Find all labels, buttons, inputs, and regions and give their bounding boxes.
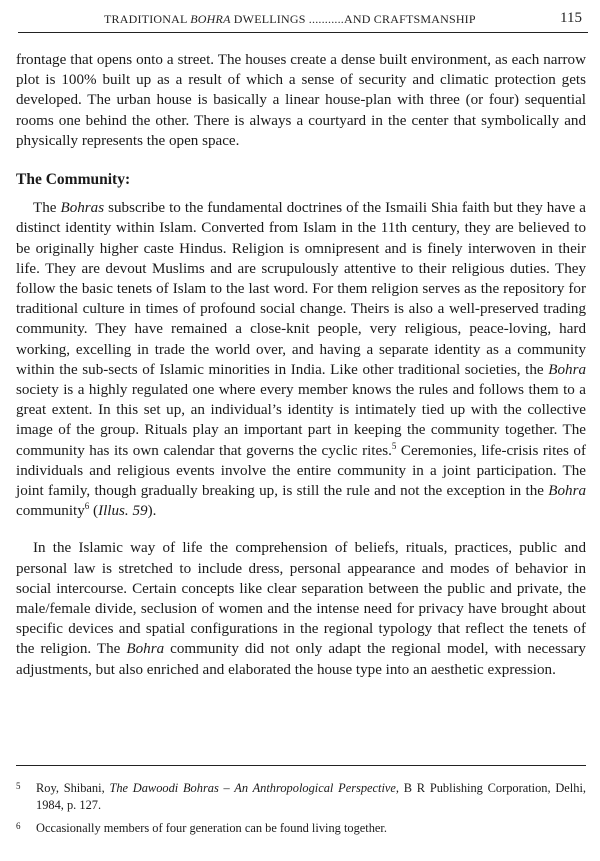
italic-term: Bohra [126,641,165,658]
body-text [16,50,586,680]
running-header [18,8,588,33]
text-run: society is a highly regulated one where every member knows the rules and follows them to a great extent. In this set up, an individual’s identity is intimately tied up with the collective image of the group. Rituals play an important part in keeping the community together. The community has its own calendar that governs the cyclic rites. [16,382,586,459]
footnote-divider [16,765,586,766]
footnote-ref-6[interactable]: 6 [84,501,90,512]
paragraph-islamic-way [16,538,586,679]
running-title [104,12,476,27]
footnote-book-title: The Dawoodi Bohras – An Anthropological Perspective, [109,781,400,795]
section-heading: The Community: [16,171,131,189]
footnote-mark: 6 [16,821,21,831]
footnote-6 [16,820,586,837]
footnotes [16,780,586,843]
running-title-part: TRADITIONAL [104,12,191,26]
text-run: community [16,503,85,520]
italic-term: Bohras [60,200,105,217]
paragraph-community [16,198,586,521]
illustration-reference: Illus. 59 [98,503,148,520]
footnote-5 [16,780,586,814]
text-run: ). [147,503,157,520]
footnote-ref-5[interactable]: 5 [391,440,397,451]
running-title-italic: BOHRA [190,12,231,26]
running-title-part: DWELLINGS ...........AND CRAFTSMANSHIP [230,12,476,26]
footnote-text: B R Publishing Corporation, Delhi, 1984, p. 127. [36,781,586,812]
footnote-text: Roy, Shibani, [36,781,110,795]
paragraph-continuation: frontage that opens onto a street. The houses create a dense built environment, as each narrow plot is 100% built up as a result of which a sense of security and climatic protection gets developed. The urban house is basically a linear house-plan with three (or four) sequential rooms one behind the other. There is always a courtyard in the center that symbolically and physically represents the open space. [16,52,586,149]
page-number: 115 [560,10,582,26]
footnote-text: Occasionally members of four generation can be found living together. [36,821,387,835]
text-run: The [33,200,61,217]
text-run: In the Islamic way of life the comprehension of beliefs, rituals, practices, public and personal law is stretched to include dress, personal appearance and modes of behavior in social intercourse. Certain concepts like clear separation between the public and private, the male/female divide, seclusion of women and the intense need for privacy have brought about specific devices and spatial configurations in the regional typology that reflect the tenets of the religion. The [16,540,586,658]
footnote-mark: 5 [16,781,21,791]
text-run: subscribe to the fundamental doctrines of the Ismaili Shia faith but they have a distinct identity within Islam. Converted from Islam in the 11th century, they are believed to be originally higher caste Hindus. Religion is omnipresent and is finely interwoven in their life. They are devout Muslims and are scrupulously attentive to their religious duties. They follow the basic tenets of Islam to the last word. For them religion serves as the repository for traditional culture in times of profound social change. Theirs is also a well-preserved trading community. They have remained a close-knit people, very religious, peace-loving, hard working, excelling in trade the world over, and having a separate identity as a community within the sub-sects of Islamic minorities in India. Like other traditional societies, the [16,200,586,378]
text-run: community did not only adapt the regional model, with necessary adjustments, but also enriched and elaborated the house type into an aesthetic expression. [16,641,586,678]
italic-term: Bohra [548,483,586,500]
italic-term: Bohra [548,361,586,378]
text-run: ( [89,503,99,520]
text-run: Ceremonies, life-crisis rites of individuals and religious events involve the entire community in a joint participation. The joint family, though gradually breaking up, is still the rule and not the exception in the [16,442,586,500]
